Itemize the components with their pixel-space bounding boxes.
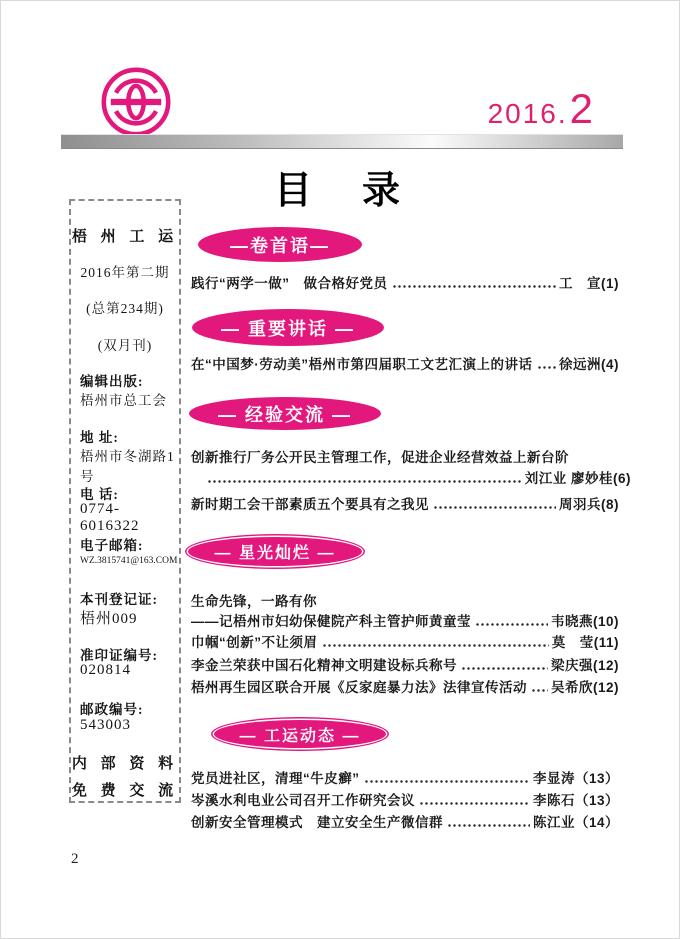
- entry-title: 岑溪水利电业公司召开工作研究会议: [191, 793, 415, 808]
- entry-title: 巾帼“创新”不让须眉: [191, 635, 318, 650]
- dot-leader: [207, 480, 522, 483]
- trade-union-logo-icon: [101, 67, 171, 137]
- dot-leader: [531, 689, 548, 692]
- frequency: (双月刊): [97, 338, 153, 353]
- dot-leader: [322, 644, 549, 647]
- email-label: 电子邮箱:: [80, 538, 144, 553]
- entry-title: 创新安全管理模式 建立安全生产微信群: [191, 815, 443, 830]
- section-banner-zhongyaojianghua: — 重要讲话 —: [192, 309, 384, 346]
- dot-leader: [475, 623, 548, 626]
- entry-page: (1): [601, 276, 619, 291]
- section-banner-gongyundongtai: — 工运动态 —: [214, 720, 386, 748]
- entry-page: (12): [592, 680, 619, 695]
- toc-entry: [191, 356, 619, 373]
- toc-entry-author-line: [191, 470, 631, 487]
- section-banner-juanshouyu: —卷首语—: [198, 227, 362, 262]
- section-banner-jingyanjiaoliu: — 经验交流 —: [189, 397, 381, 430]
- toc-entry-title-line: [191, 593, 619, 610]
- entry-author: 李陈石: [532, 793, 575, 808]
- toc-entry-author-line: [191, 613, 619, 630]
- entry-author: 莫 莹: [551, 635, 594, 650]
- entry-author: 吴希欣: [550, 680, 593, 695]
- entry-author: 工 宣: [559, 276, 601, 291]
- divider-bar: [61, 134, 623, 149]
- entry-page: (10): [592, 614, 619, 629]
- toc-entry: [191, 496, 619, 513]
- toc-entry: [191, 792, 619, 809]
- entry-page: (4): [601, 357, 619, 372]
- phone-label: 电 话:: [80, 487, 119, 502]
- entry-author: 梁庆强: [550, 658, 593, 673]
- entry-page: (6): [613, 471, 631, 486]
- phone: 0774-6016322: [80, 501, 140, 534]
- postcode-label: 邮政编号:: [80, 702, 144, 717]
- entry-title: 创新推行厂务公开民主管理工作，促进企业经营效益上新台阶: [191, 450, 569, 465]
- entry-author: 韦晓燕: [550, 614, 593, 629]
- toc-entry: [191, 275, 619, 292]
- entry-title: 李金兰荣获中国石化精神文明建设标兵称号: [191, 658, 457, 673]
- toc-entry: [191, 770, 619, 787]
- section-banner-xingguangcanlan: — 星光灿烂 —: [188, 537, 362, 566]
- toc-entry: [191, 814, 619, 831]
- email: WZ.3815741@163.COM: [80, 556, 178, 566]
- entry-page: （13）: [574, 771, 619, 786]
- license: 梧州009: [80, 611, 138, 627]
- entry-author: 李显涛: [532, 771, 575, 786]
- entry-subtitle: ——记梧州市妇幼保健院产科主管护师黄童莹: [191, 614, 471, 629]
- dot-leader: [461, 667, 548, 670]
- entry-page: (8): [601, 497, 619, 512]
- entry-author: 徐远洲: [559, 357, 601, 372]
- dot-leader: [433, 506, 556, 509]
- dot-leader: [447, 824, 530, 827]
- dot-leader: [364, 780, 530, 783]
- total-issue: (总第234期): [86, 301, 164, 316]
- entry-title: 生命先锋，一路有你: [191, 594, 317, 609]
- toc-entry: [191, 679, 619, 696]
- journal-name: 梧 州 工 运: [71, 229, 179, 245]
- journal-info-box: [69, 199, 181, 803]
- entry-title: 践行“两学一做” 做合格好党员: [191, 276, 388, 291]
- permit-label: 准印证编号:: [80, 648, 158, 663]
- dot-leader: [419, 802, 530, 805]
- permit: 020814: [80, 662, 131, 678]
- dot-leader: [392, 285, 557, 288]
- issue-no: 2: [569, 85, 593, 132]
- entry-title: 梧州再生园区联合开展《反家庭暴力法》法律宣传活动: [191, 680, 527, 695]
- license-label: 本刊登记证:: [80, 592, 158, 607]
- address-label: 地 址:: [80, 430, 119, 445]
- note-line2: 免 费 交 流: [71, 783, 179, 799]
- address: 梧州市冬湖路1号: [80, 449, 175, 484]
- note-line1: 内 部 资 料: [71, 756, 179, 772]
- entry-page: (12): [592, 658, 619, 673]
- issue-number: [488, 85, 593, 133]
- entry-page: (11): [593, 635, 619, 650]
- toc-title: 目 录: [273, 170, 406, 212]
- publisher-label: 编辑出版:: [80, 374, 144, 389]
- toc-entry-title-line: [191, 449, 619, 466]
- entry-title: 在“中国梦·劳动美”梧州市第四届职工文艺汇演上的讲话: [191, 357, 533, 372]
- entry-page: （13）: [574, 793, 619, 808]
- issue-year: 2016.: [487, 98, 568, 129]
- entry-author: 陈江业: [532, 815, 575, 830]
- postcode: 543003: [80, 717, 131, 733]
- entry-author: 刘江业 廖妙桂: [524, 471, 613, 486]
- entry-page: （14）: [574, 815, 619, 830]
- entry-title: 新时期工会干部素质五个要具有之我见: [191, 497, 429, 512]
- toc-entry: [191, 657, 619, 674]
- page-number: 2: [71, 851, 79, 867]
- publisher: 梧州市总工会: [80, 393, 167, 408]
- dot-leader: [537, 366, 557, 369]
- entry-title: 党员进社区，清理“牛皮癣”: [191, 771, 360, 786]
- issue-line: 2016年第二期: [80, 265, 170, 280]
- entry-author: 周羽兵: [559, 497, 601, 512]
- toc-entry: [191, 634, 619, 651]
